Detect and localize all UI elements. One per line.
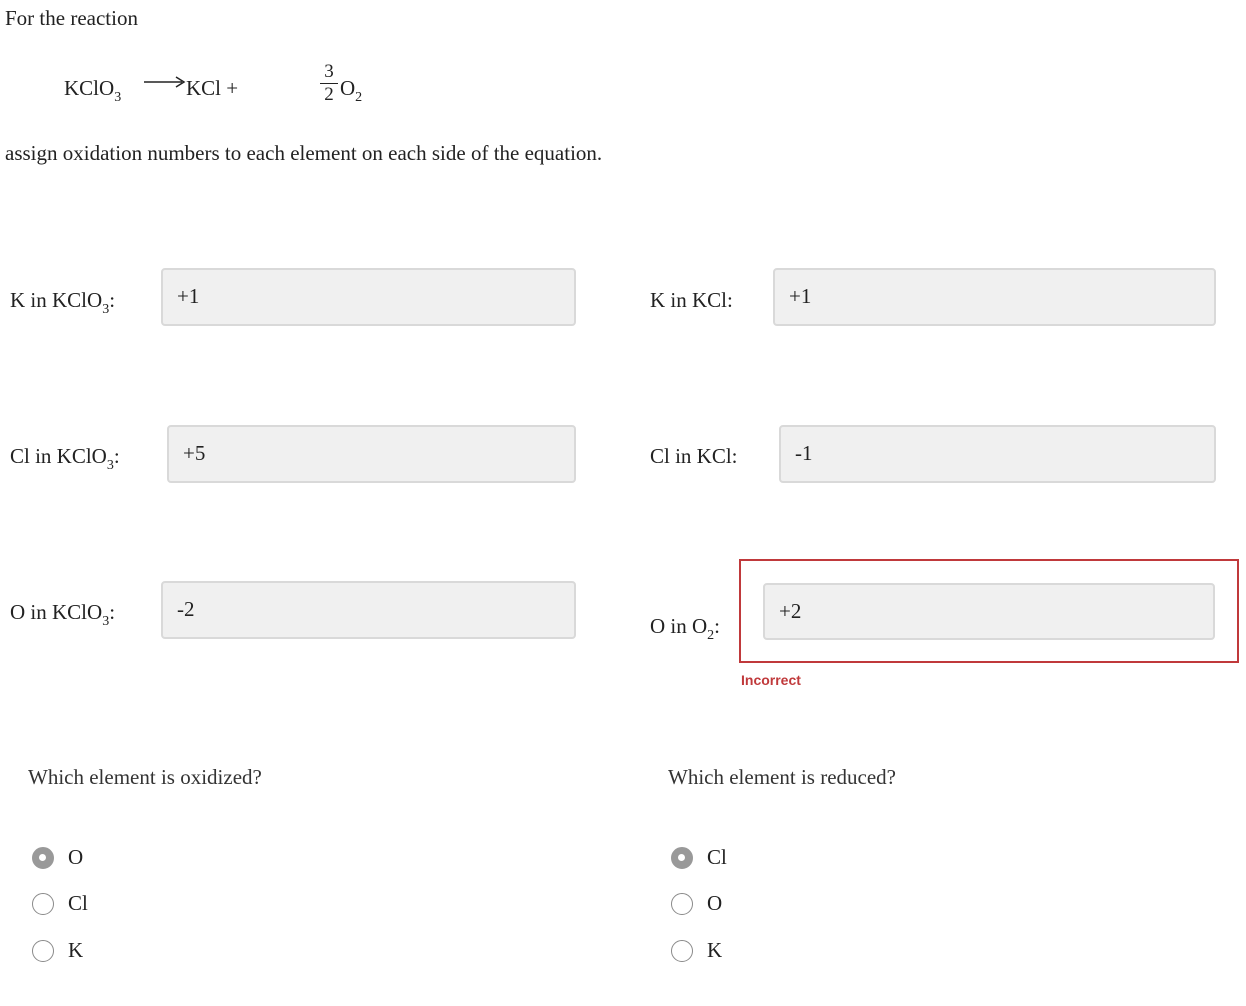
coef-numerator: 3 xyxy=(324,61,334,82)
reaction-equation xyxy=(64,62,364,122)
label-o-in-o2: O in $O_2$: xyxy=(650,614,721,643)
label-k-in-kclo3: K in KClO$_3$: xyxy=(10,288,116,317)
radio-icon[interactable] xyxy=(32,893,54,915)
radio-icon[interactable] xyxy=(32,940,54,962)
option-label: K xyxy=(68,938,84,962)
cl-in-kclo3-input[interactable]: +5 xyxy=(167,425,576,483)
radio-icon[interactable] xyxy=(671,893,693,915)
reduced-question: Which element is reduced? xyxy=(668,765,896,789)
label-k-in-kcl: K in KCl: xyxy=(650,288,733,312)
k-in-kcl-input[interactable]: +1 xyxy=(773,268,1216,326)
option-label: O xyxy=(68,845,84,869)
product-o2-formula: O xyxy=(340,76,356,100)
option-label: K xyxy=(707,938,723,962)
reaction-arrow-icon xyxy=(144,76,186,88)
coef-denominator: 2 xyxy=(324,84,334,105)
reactant xyxy=(64,76,121,106)
instruction-text: assign oxidation numbers to each element on each side of the equation. xyxy=(5,141,603,165)
product-kcl: KCl + xyxy=(186,76,239,100)
oxidized-option-k[interactable] xyxy=(32,938,83,963)
option-label: Cl xyxy=(707,845,727,869)
cl-in-kcl-input[interactable]: -1 xyxy=(779,425,1216,483)
coefficient-fraction xyxy=(320,62,338,105)
radio-selected-icon[interactable] xyxy=(32,847,54,869)
incorrect-feedback: Incorrect xyxy=(741,672,801,688)
product-o2 xyxy=(340,76,362,106)
reduced-option-cl[interactable] xyxy=(671,845,727,870)
radio-icon[interactable] xyxy=(671,940,693,962)
product-o2-subscript: 2 xyxy=(355,90,363,105)
label-cl-in-kclo3: Cl in KClO$_3$: xyxy=(10,444,120,473)
reduced-option-o[interactable] xyxy=(671,891,722,916)
k-in-kclo3-input[interactable]: +1 xyxy=(161,268,576,326)
reduced-option-k[interactable] xyxy=(671,938,722,963)
radio-selected-icon[interactable] xyxy=(671,847,693,869)
reactant-subscript: 3 xyxy=(114,90,122,105)
label-o-in-kclo3: O in KClO$_3$: xyxy=(10,600,116,629)
oxidized-question: Which element is oxidized? xyxy=(28,765,262,789)
intro-text: For the reaction xyxy=(5,6,138,30)
oxidized-option-cl[interactable] xyxy=(32,891,88,916)
option-label: Cl xyxy=(68,891,88,915)
option-label: O xyxy=(707,891,723,915)
o-in-o2-input[interactable]: +2 xyxy=(763,583,1215,640)
label-cl-in-kcl: Cl in KCl: xyxy=(650,444,738,468)
oxidized-option-o[interactable] xyxy=(32,845,83,870)
reactant-formula: KClO xyxy=(64,76,115,100)
o-in-kclo3-input[interactable]: -2 xyxy=(161,581,576,639)
